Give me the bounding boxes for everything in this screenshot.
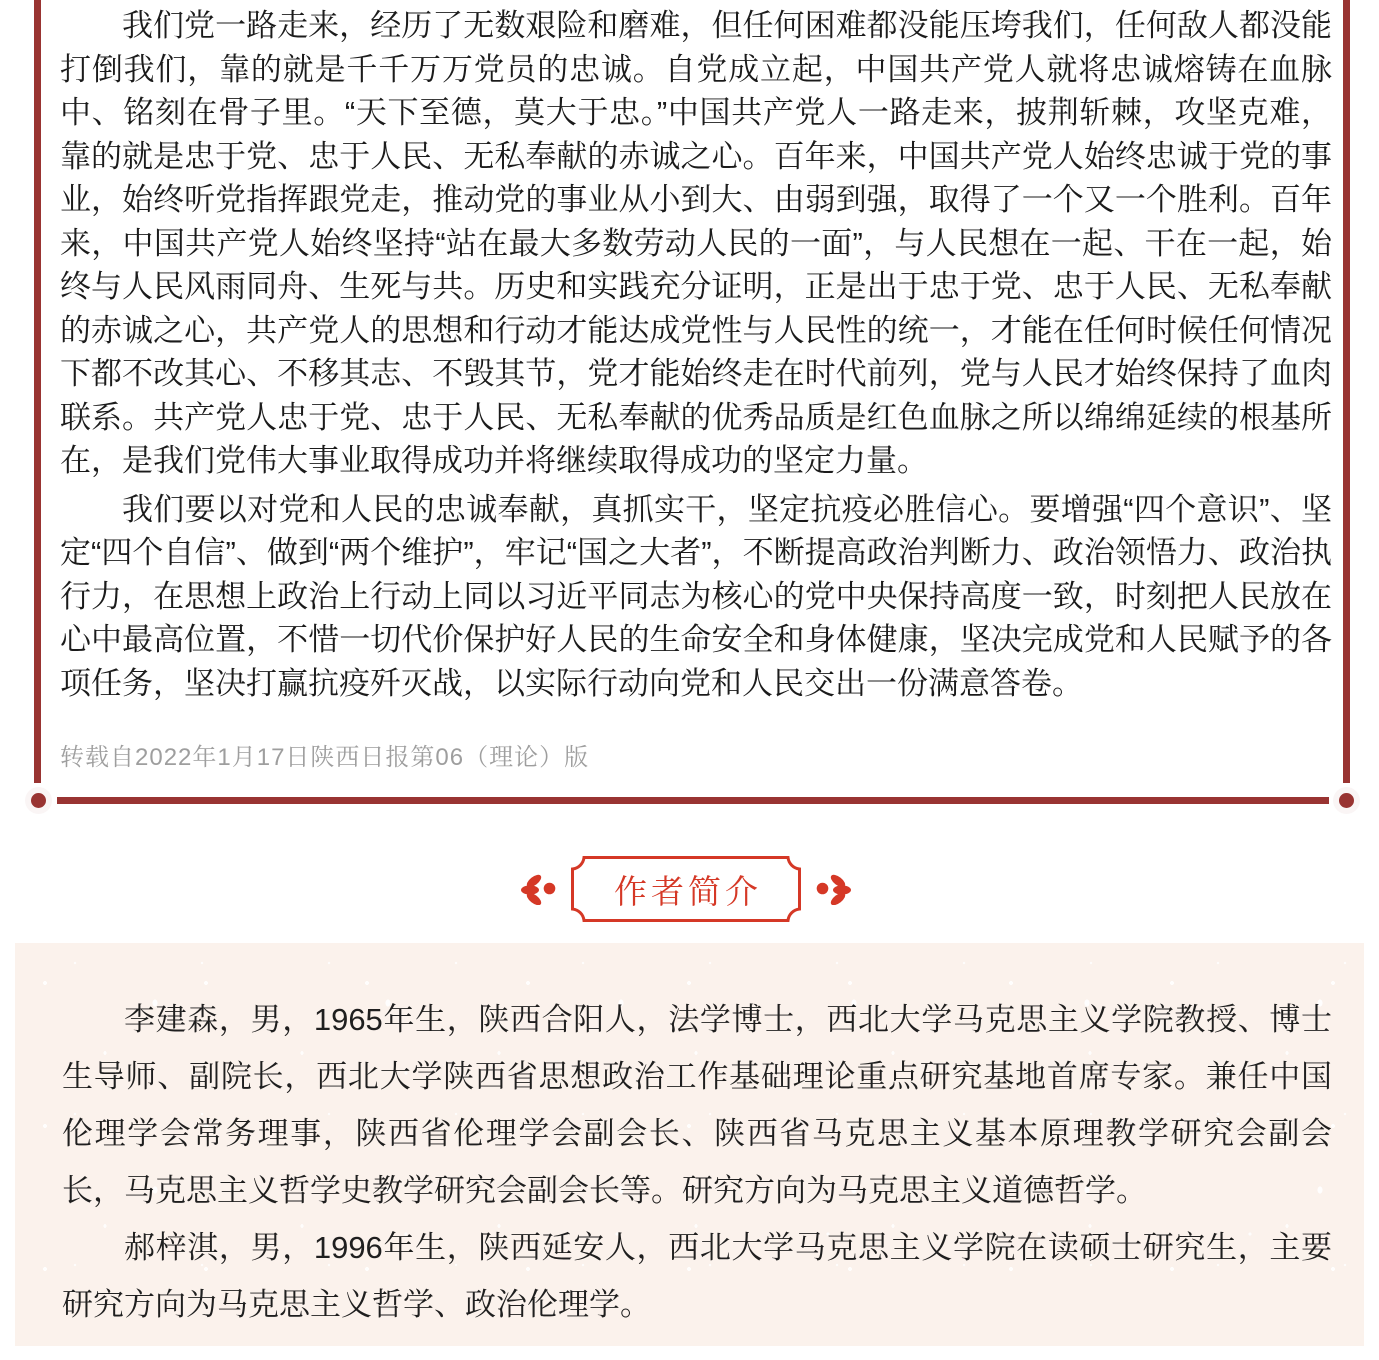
article-paragraph: 我们要以对党和人民的忠诚奉献，真抓实干，坚定抗疫必胜信心。要增强“四个意识”、坚定“四个自信”、做到“两个维护”，牢记“国之大者”，不断提高政治判断力、政治领悟力、政治执行力，在思想上政治上行动上同以习近平同志为核心的党中央保持高度一致，时刻把人民放在心中最高位置，不惜一切代价保护好人民的生命安全和身体健康，坚决完成党和人民赋予的各项任务，坚决打赢抗疫歼灭战，以实际行动向党和人民交出一份满意答卷。 <box>60 491 1332 701</box>
author-bio-text <box>62 991 1332 1333</box>
author-intro-title: 作者简介 <box>614 872 762 910</box>
bio-paragraph-hao-ziqi: 郝梓淇，男，1996年生，陕西延安人，西北大学马克思主义学院在读硕士研究生，主要研究方向为马克思主义哲学、政治伦理学。 <box>62 1230 1332 1322</box>
article-paragraph: 我们党一路走来，经历了无数艰险和磨难，但任何困难都没能压垮我们，任何敌人都没能打倒我们，靠的就是千千万万党员的忠诚。自党成立起，中国共产党人就将忠诚熔铸在血脉中、铭刻在骨子里。“天下至德，莫大于忠。”中国共产党人一路走来，披荆斩棘，攻坚克难，靠的就是忠于党、忠于人民、无私奉献的赤诚之心。百年来，中国共产党人始终忠诚于党的事业，始终听党指挥跟党走，推动党的事业从小到大、由弱到强，取得了一个又一个胜利。百年来，中国共产党人始终坚持“站在最大多数劳动人民的一面”，与人民想在一起、干在一起，始终与人民风雨同舟、生死与共。历史和实践充分证明，正是出于忠于党、忠于人民、无私奉献的赤诚之心，共产党人的思想和行动才能达成党性与人民性的统一，才能在任何时候任何情况下都不改其心、不移其志、不毁其节，党才能始终走在时代前列，党与人民才始终保持了血肉联系。共产党人忠于党、忠于人民、无私奉献的优秀品质是红色血脉之所以绵绵延续的根基所在，是我们党伟大事业取得成功并将继续取得成功的坚定力量。 <box>60 8 1332 478</box>
frame-right-rule <box>1343 0 1350 783</box>
author-intro-badge <box>521 856 851 922</box>
frame-corner-dot-left <box>31 793 46 808</box>
frame-corner-dot-right <box>1339 793 1354 808</box>
frame-bottom-rule <box>57 797 1329 804</box>
petal-flourish-right-icon <box>815 873 851 905</box>
author-bio-panel <box>15 943 1364 1346</box>
petal-flourish-left-icon <box>521 873 557 905</box>
bio-paragraph-li-jiansen: 李建森，男，1965年生，陕西合阳人，法学博士，西北大学马克思主义学院教授、博士生导师、副院长，西北大学陕西省思想政治工作基础理论重点研究基地首席专家。兼任中国伦理学会常务理事，陕西省伦理学会副会长、陕西省马克思主义基本原理教学研究会副会长，马克思主义哲学史教学研究会副会长等。研究方向为马克思主义道德哲学。 <box>62 1002 1332 1208</box>
article-body <box>60 4 1332 705</box>
author-intro-plaque <box>571 856 801 922</box>
frame-left-rule <box>34 0 41 783</box>
reprint-source-note: 转载自2022年1月17日陕西日报第06（理论）版 <box>60 744 590 771</box>
